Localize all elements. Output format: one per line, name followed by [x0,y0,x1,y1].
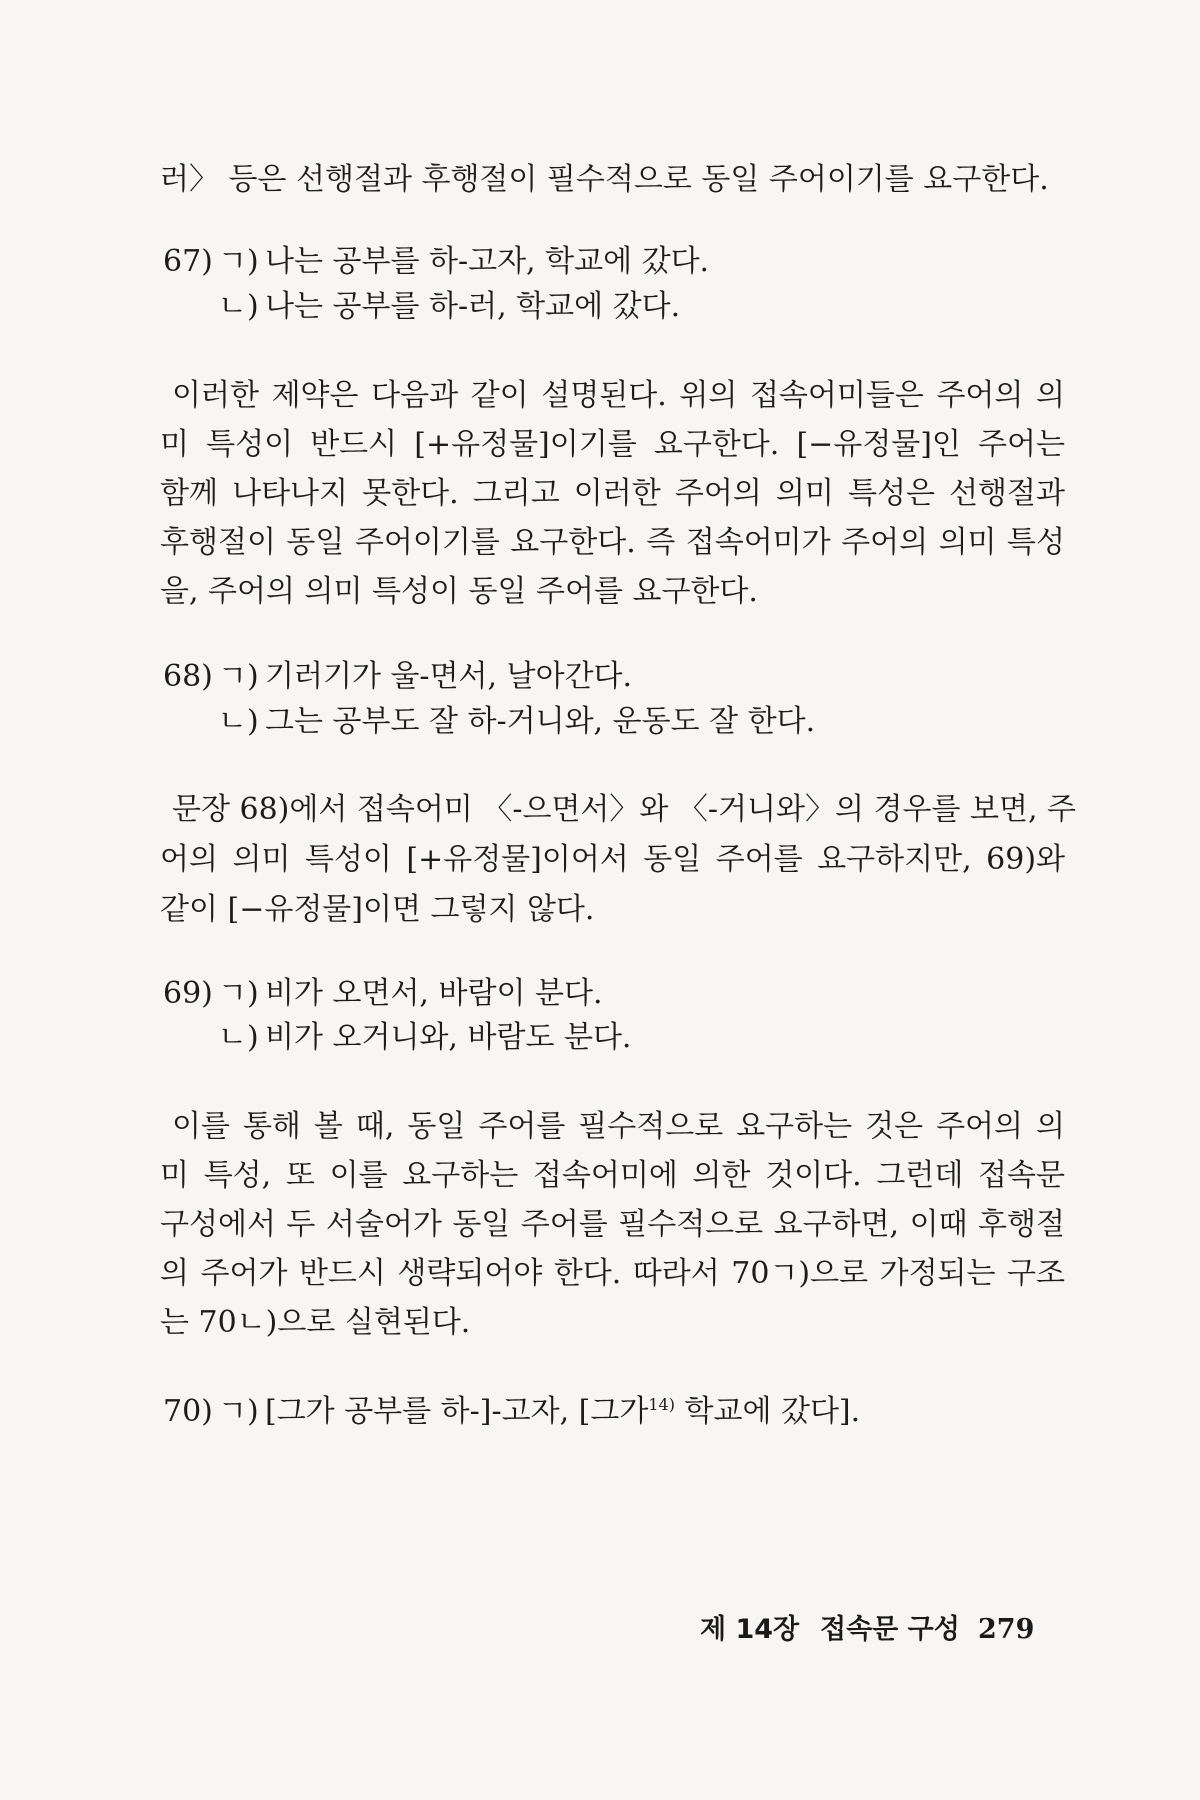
sentence-part: [그가 공부를 하-]-고자, [그가 [265,1394,649,1429]
example-sentence [265,1392,860,1432]
example-sentence: 그는 공부도 잘 하-거니와, 운동도 잘 한다. [265,704,816,739]
example-number: 70) [163,1394,213,1429]
footnote-marker[interactable]: 14) [648,1395,675,1414]
example-marker: ㄱ) [218,1394,259,1429]
paragraph-line: 이러한 제약은 다음과 같이 설명된다. 위의 접속어미들은 주어의 의 [172,378,1065,413]
example-sentence: 나는 공부를 하-고자, 학교에 갔다. [265,244,710,279]
paragraph-line: 는 70ㄴ)으로 실현된다. [160,1305,471,1340]
example-marker: ㄱ) [218,976,259,1011]
page-number: 279 [978,1614,1035,1645]
running-footer [700,1610,1035,1650]
example-sentence: 기러기가 울-면서, 날아간다. [265,659,633,694]
paragraph-line: 문장 68)에서 접속어미 〈-으면서〉와 〈-거니와〉의 경우를 보면, 주 [172,792,1076,827]
example-marker: ㄴ) [218,289,259,324]
paragraph-line: 을, 주어의 의미 특성이 동일 주어를 요구한다. [160,574,758,609]
example-number: 69) [163,976,213,1011]
paragraph-line: 후행절이 동일 주어이기를 요구한다. 즉 접속어미가 주어의 의미 특성 [160,525,1065,560]
paragraph-line: 같이 [−유정물]이면 그렇지 않다. [160,892,595,927]
example-number: 68) [163,659,213,694]
footer-chapter: 제 14장 [700,1614,800,1645]
example-sentence: 비가 오면서, 바람이 분다. [265,976,603,1011]
example-marker: ㄱ) [218,244,259,279]
example-marker: ㄴ) [218,704,259,739]
paragraph-line: 구성에서 두 서술어가 동일 주어를 필수적으로 요구하면, 이때 후행절 [160,1207,1065,1242]
paragraph-line: 미 특성이 반드시 [+유정물]이기를 요구한다. [−유정물]인 주어는 [160,427,1065,462]
paragraph-line: 함께 나타나지 못한다. 그리고 이러한 주어의 의미 특성은 선행절과 [160,476,1065,511]
example-number: 67) [163,244,213,279]
paragraph-line: 미 특성, 또 이를 요구하는 접속어미에 의한 것이다. 그런데 접속문 [160,1158,1065,1193]
paragraph-line: 이를 통해 볼 때, 동일 주어를 필수적으로 요구하는 것은 주어의 의 [172,1109,1065,1144]
footer-chapter-title: 접속문 구성 [820,1614,960,1645]
sentence-part: 학교에 갔다]. [674,1394,861,1429]
example-sentence: 나는 공부를 하-러, 학교에 갔다. [265,289,681,324]
example-sentence: 비가 오거니와, 바람도 분다. [265,1020,632,1055]
paragraph-line: 어의 의미 특성이 [+유정물]이어서 동일 주어를 요구하지만, 69)와 [160,842,1065,877]
continuation-line: 러〉 등은 선행절과 후행절이 필수적으로 동일 주어이기를 요구한다. [160,162,1049,197]
example-marker: ㄴ) [218,1020,259,1055]
paragraph-line: 의 주어가 반드시 생략되어야 한다. 따라서 70ㄱ)으로 가정되는 구조 [160,1256,1065,1291]
example-marker: ㄱ) [218,659,259,694]
